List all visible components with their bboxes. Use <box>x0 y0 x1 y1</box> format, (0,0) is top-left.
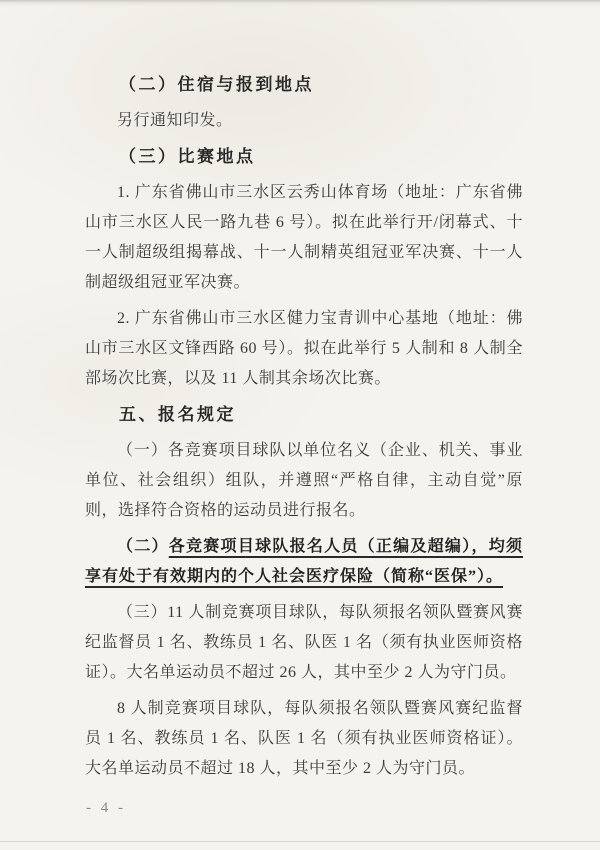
paragraph-venue-2-jianlibao-base: 2. 广东省佛山市三水区健力宝青训中心基地（地址：佛山市三水区文锋西路 60 号）。拟在此举行 5 人制和 8 人制全部场次比赛，以及 11 人制其余场次比赛。 <box>85 310 523 387</box>
paragraph-registration-rule-1: （一）各竞赛项目球队以单位名义（企业、机关、事业单位、社会组织）组队，并遵照“严格自律，主动自觉”原则，选择符合资格的运动员进行报名。 <box>85 442 523 519</box>
heading-registration-rules: 五、报名规定 <box>119 405 236 424</box>
heading-lodging-and-checkin-location: （二）住宿与报到地点 <box>119 75 314 94</box>
rule-2-underlined-text: 各竞赛项目球队报名人员（正编及超编），均须享有处于有效期内的个人社会医疗保险（简称“医保”）。 <box>85 538 523 585</box>
paragraph-lodging-notice: 另行通知印发。 <box>117 112 233 129</box>
heading-competition-venue: （三）比赛地点 <box>119 147 256 166</box>
document-body <box>85 70 523 784</box>
paragraph-registration-rule-2-insurance <box>85 532 523 592</box>
paragraph-registration-rule-3-eight-a-side: 8 人制竞赛项目球队，每队须报名领队暨赛风赛纪监督员 1 名、教练员 1 名、队医 1 名（须有执业医师资格证）。大名单运动员不超过 18 人，其中至少 2 人为守门员。 <box>85 700 523 777</box>
paragraph-registration-rule-3-eleven-a-side: （三）11 人制竞赛项目球队，每队须报名领队暨赛风赛纪监督员 1 名、教练员 1 名、队医 1 名（须有执业医师资格证）。大名单运动员不超过 26 人，其中至少 2 人为守门员。 <box>85 604 523 681</box>
paragraph-venue-1-yunxiushan-stadium: 1. 广东省佛山市三水区云秀山体育场（地址：广东省佛山市三水区人民一路九巷 6 号）。拟在此举行开/闭幕式、十一人制超级组揭幕战、十一人制精英组冠亚军决赛、十一人制超级组冠亚军决赛。 <box>85 184 523 291</box>
page-number: - 4 - <box>86 800 126 816</box>
rule-2-number-prefix: （二） <box>117 538 169 555</box>
